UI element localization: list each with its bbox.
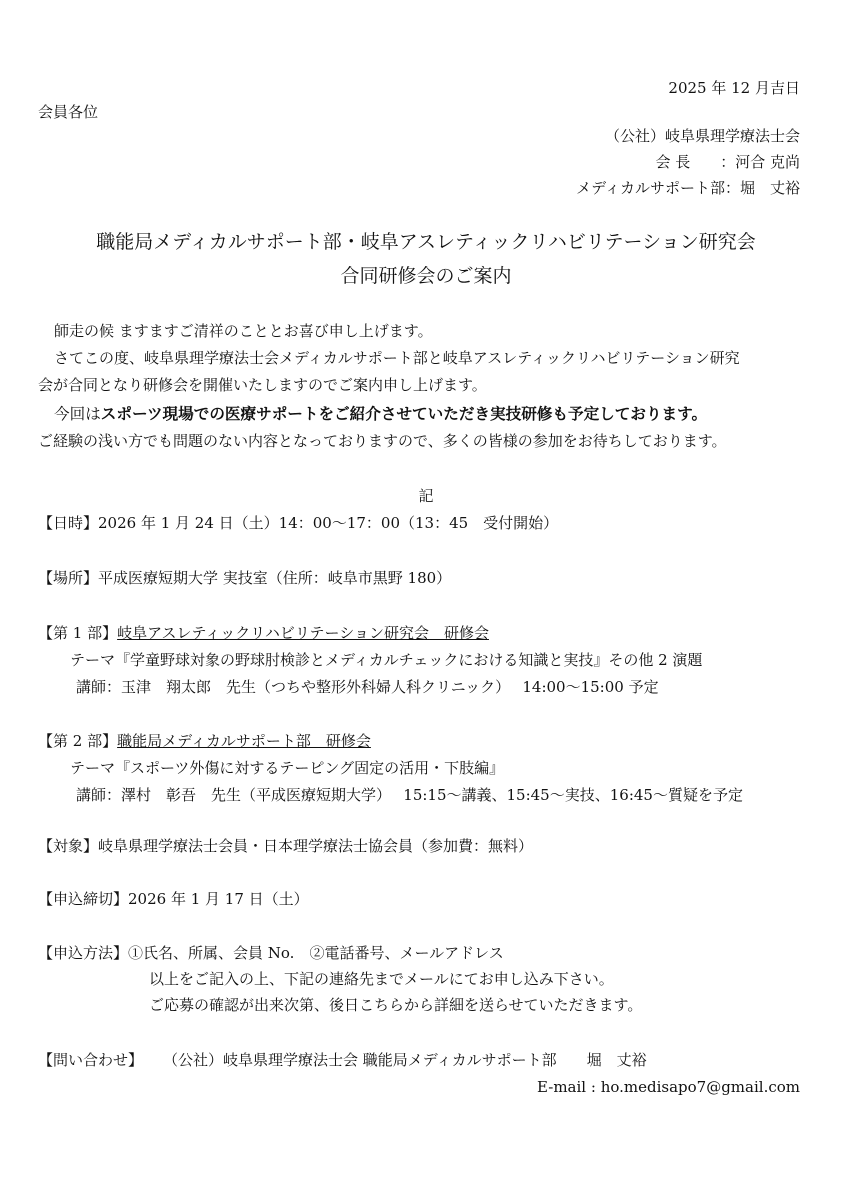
contact-label: 【問い合わせ】 (38, 1051, 144, 1069)
part1-theme: テーマ『学童野球対象の野球肘検診とメディカルチェックにおける知識と実技』その他 2 演題 (70, 651, 703, 669)
title-line-2: 合同研修会のご案内 (340, 265, 512, 287)
method-row (38, 943, 504, 963)
part2-title: 職能局メディカルサポート部 研修会 (117, 732, 371, 750)
greeting-paragraph: 師走の候 ますますご清祥のこととお喜び申し上げます。 (54, 322, 433, 340)
highlight-paragraph (54, 404, 707, 424)
highlight-bold-text: スポーツ現場での医療サポートをご紹介させていただき実技研修も予定しております。 (100, 404, 708, 423)
part1-title: 岐阜アスレティックリハビリテーション研究会 研修会 (117, 624, 489, 642)
part1-label: 【第 1 部】 (38, 624, 118, 642)
part2-theme: テーマ『スポーツ外傷に対するテーピング固定の活用・下肢編』 (70, 759, 505, 777)
deadline-value: 2026 年 1 月 17 日（土） (128, 890, 309, 908)
organization-name: （公社）岐阜県理学療法士会 (604, 127, 800, 145)
target-label: 【対象】 (38, 837, 99, 855)
place-value: 平成医療短期大学 実技室（住所：岐阜市黒野 180） (98, 569, 452, 587)
part2-lecturer: 講師：澤村 彰吾 先生（平成医療短期大学） 15:15〜講義、15:45〜実技、16:45〜質疑を予定 (76, 786, 743, 804)
email-row (537, 1077, 800, 1097)
highlight-prefix: 今回は (54, 405, 101, 423)
place-label: 【場所】 (38, 569, 99, 587)
datetime-label: 【日時】 (38, 514, 99, 532)
president-line (655, 152, 800, 172)
target-value: 岐阜県理学療法士会員・日本理学療法士協会員（参加費：無料） (98, 837, 534, 855)
ki-heading: 記 (418, 487, 434, 505)
method-line-2: 以上をご記入の上、下記の連絡先までメールにてお申し込み下さい。 (149, 970, 614, 988)
method-line-1: ①氏名、所属、会員 No. ②電話番号、メールアドレス (128, 944, 504, 962)
part2-label: 【第 2 部】 (38, 732, 118, 750)
issue-date: 2025 年 12 月吉日 (668, 79, 800, 97)
medsupport-line (576, 178, 800, 198)
president-name: 河合 克尚 (735, 153, 800, 171)
medsupport-name: 堀 丈裕 (739, 179, 800, 197)
contact-value: （公社）岐阜県理学療法士会 職能局メディカルサポート部 堀 丈裕 (163, 1051, 647, 1069)
email-label: E-mail : (537, 1078, 601, 1096)
contact-row (38, 1050, 647, 1070)
invitation-paragraph: ご経験の浅い方でも問題のない内容となっておりますので、多くの皆様の参加をお待ちしております。 (38, 432, 727, 450)
announcement-line-1: さてこの度、岐阜県理学療法士会メディカルサポート部と岐阜アスレティックリハビリテーション研究 (54, 349, 740, 367)
part1-lecturer: 講師：玉津 翔太郎 先生（つちや整形外科婦人科クリニック） 14:00〜15:00 予定 (76, 678, 659, 696)
title-line-1: 職能局メディカルサポート部・岐阜アスレティックリハビリテーション研究会 (96, 231, 756, 253)
part1-row (38, 623, 489, 643)
deadline-row (38, 889, 309, 909)
method-line-3: ご応募の確認が出来次第、後日こちらから詳細を送らせていただきます。 (149, 996, 643, 1014)
email-address[interactable]: ho.medisapo7@gmail.com (600, 1078, 800, 1096)
datetime-row (38, 513, 558, 533)
datetime-value: 2026 年 1 月 24 日（土）14：00〜17：00（13：45 受付開始） (98, 514, 559, 532)
announcement-line-2: 会が合同となり研修会を開催いたしますのでご案内申し上げます。 (38, 376, 487, 394)
target-row (38, 836, 533, 856)
place-row (38, 568, 451, 588)
deadline-label: 【申込締切】 (38, 890, 129, 908)
president-role: 会 長 ： (655, 153, 736, 171)
part2-row (38, 731, 371, 751)
method-label: 【申込方法】 (38, 944, 129, 962)
medsupport-role: メディカルサポート部： (576, 179, 740, 197)
recipient: 会員各位 (38, 103, 99, 121)
